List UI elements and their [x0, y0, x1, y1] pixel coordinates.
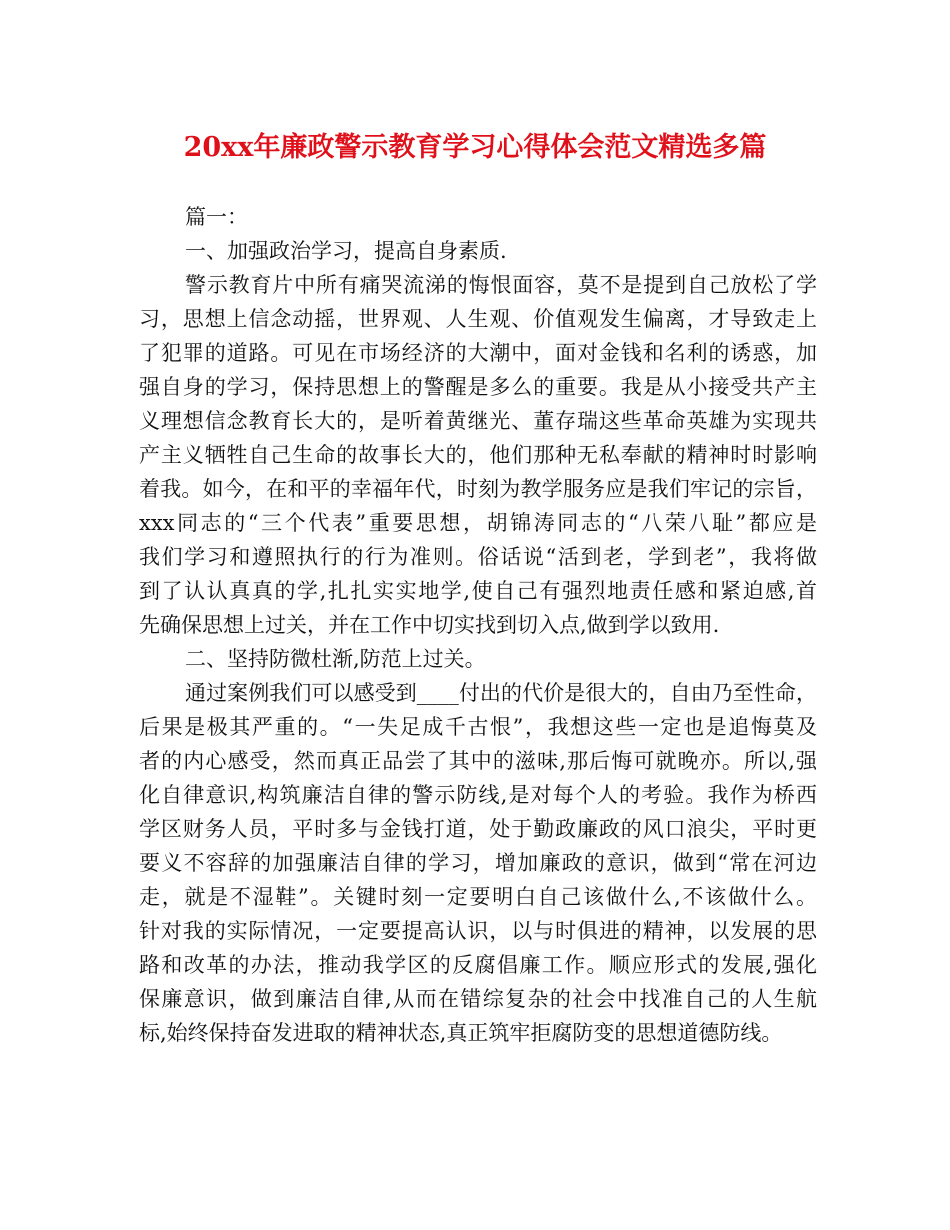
paragraph-line: 了犯罪的道路。可见在市场经济的大潮中，面对金钱和名利的诱惑，加 — [139, 341, 817, 365]
paragraph-line: 产主义牺牲自己生命的故事长大的，他们那种无私奉献的精神时时影响 — [139, 443, 817, 467]
subsection-heading: 一、加强政治学习，提高自身素质. — [185, 239, 507, 263]
subsection-heading: 二、坚持防微杜渐,防范上过关。 — [185, 647, 486, 671]
paragraph-line: 要义不容辞的加强廉洁自律的学习，增加廉政的意识，做到“常在河边 — [139, 851, 817, 875]
paragraph-line: 标,始终保持奋发进取的精神状态,真正筑牢拒腐防变的思想道德防线。 — [139, 1021, 783, 1045]
paragraph-line: xxx同志的“三个代表”重要思想，胡锦涛同志的“八荣八耻”都应是 — [139, 511, 817, 535]
paragraph-line: 警示教育片中所有痛哭流涕的悔恨面容，莫不是提到自己放松了学 — [185, 273, 817, 297]
paragraph-line: 我们学习和遵照执行的行为准则。俗话说“活到老，学到老”，我将做 — [139, 545, 817, 569]
document-title: 20xx年廉政警示教育学习心得体会范文精选多篇 — [183, 132, 767, 163]
section-heading: 篇一： — [185, 205, 248, 229]
paragraph-line: 着我。如今，在和平的幸福年代，时刻为教学服务应是我们牢记的宗旨， — [139, 477, 817, 501]
paragraph-line: 保廉意识，做到廉洁自律,从而在错综复杂的社会中找准自己的人生航 — [139, 987, 817, 1011]
paragraph-line: 先确保思想上过关，并在工作中切实找到切入点,做到学以致用. — [139, 613, 720, 637]
paragraph-line: 学区财务人员，平时多与金钱打道，处于勤政廉政的风口浪尖，平时更 — [139, 817, 817, 841]
paragraph-line: 者的内心感受，然而真正品尝了其中的滋味,那后悔可就晚亦。所以,强 — [139, 749, 817, 773]
paragraph-line: 到了认认真真的学,扎扎实实地学,使自己有强烈地责任感和紧迫感,首 — [139, 579, 817, 603]
paragraph-line: 通过案例我们可以感受到____付出的代价是很大的，自由乃至性命， — [185, 681, 817, 705]
paragraph-line: 化自律意识,构筑廉洁自律的警示防线,是对每个人的考验。我作为桥西 — [139, 783, 817, 807]
paragraph-line: 义理想信念教育长大的，是听着黄继光、董存瑞这些革命英雄为实现共 — [139, 409, 817, 433]
paragraph-line: 强自身的学习，保持思想上的警醒是多么的重要。我是从小接受共产主 — [139, 375, 817, 399]
paragraph-line: 走，就是不湿鞋”。关键时刻一定要明白自己该做什么,不该做什么。 — [139, 885, 817, 909]
paragraph-line: 后果是极其严重的。“一失足成千古恨”，我想这些一定也是追悔莫及 — [139, 715, 817, 739]
paragraph-line: 习，思想上信念动摇，世界观、人生观、价值观发生偏离，才导致走上 — [139, 307, 817, 331]
paragraph-line: 针对我的实际情况，一定要提高认识，以与时俱进的精神，以发展的思 — [139, 919, 817, 943]
document-body — [139, 200, 817, 1050]
paragraph-line: 路和改革的办法，推动我学区的反腐倡廉工作。顺应形式的发展,强化 — [139, 953, 817, 977]
